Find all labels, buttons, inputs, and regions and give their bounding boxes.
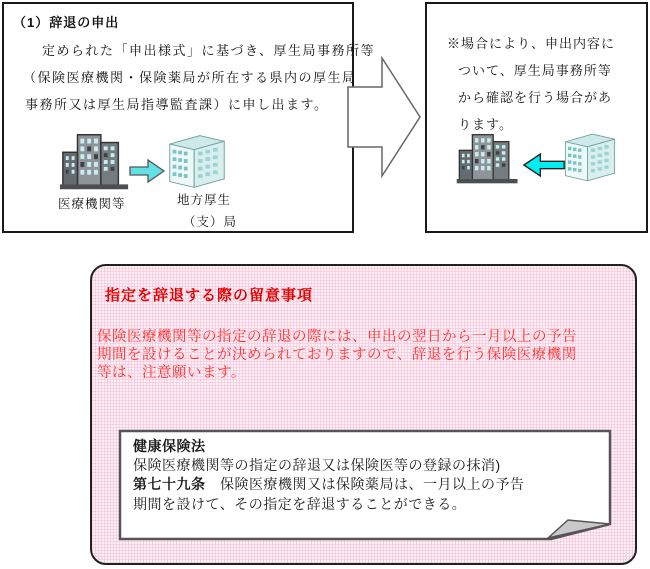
note-line: ります。 <box>458 117 513 132</box>
note-line: ※場合により、申出内容に <box>447 36 616 51</box>
caution-title: 指定を辞退する際の留意事項 <box>105 287 314 304</box>
confirmation-note-box <box>425 2 648 233</box>
note-line: ついて、厚生局事務所等 <box>458 63 612 78</box>
government-building-label-line2: （支）局 <box>183 215 238 229</box>
law-article-continued: 期間を設けて、その指定を辞退することができる。 <box>133 496 467 512</box>
section-heading: （1）辞退の申出 <box>13 15 120 30</box>
flow-arrow-icon <box>344 50 426 180</box>
government-building-icon <box>562 130 618 184</box>
paragraph-line: （保険医療機関・保険薬局が所在する県内の厚生局 <box>23 70 357 85</box>
confirmation-note <box>447 30 642 138</box>
caution-line: 等は、注意願います。 <box>97 365 246 381</box>
caution-panel <box>90 264 637 565</box>
law-article <box>133 474 525 494</box>
procedure-paragraph <box>4 37 375 118</box>
caution-line: 保険医療機関等の指定の辞退の際には、申出の翌日から一月以上の予告 <box>97 329 577 345</box>
hospital-building-label: 医療機関等 <box>58 197 126 211</box>
hospital-building-icon <box>455 126 521 192</box>
paragraph-line: 定められた「申出様式」に基づき、厚生局事務所等 <box>42 43 375 58</box>
government-building-label-line1: 地方厚生 <box>177 193 232 207</box>
law-title: 健康保険法 <box>133 438 206 454</box>
government-building-icon <box>166 132 228 190</box>
cyan-arrow-left-icon <box>522 150 566 180</box>
cyan-arrow-right-icon <box>128 158 166 184</box>
note-line: から確認を行う場合があ <box>458 90 613 105</box>
paragraph-line: 事務所又は厚生局指導監査課）に申し出ます。 <box>25 97 329 112</box>
hospital-building-icon <box>58 132 132 192</box>
application-procedure-box <box>2 2 375 233</box>
law-article-text: 保険医療機関又は保険薬局は、一月以上の予告 <box>205 476 525 492</box>
law-subtitle: 保険医療機関等の指定の辞退又は保険医等の登録の抹消) <box>133 457 501 473</box>
caution-body <box>97 328 635 382</box>
law-article-number: 第七十九条 <box>133 476 206 492</box>
caution-line: 期間を設けることが決められておりますので、辞退を行う保険医療機関 <box>97 347 577 363</box>
